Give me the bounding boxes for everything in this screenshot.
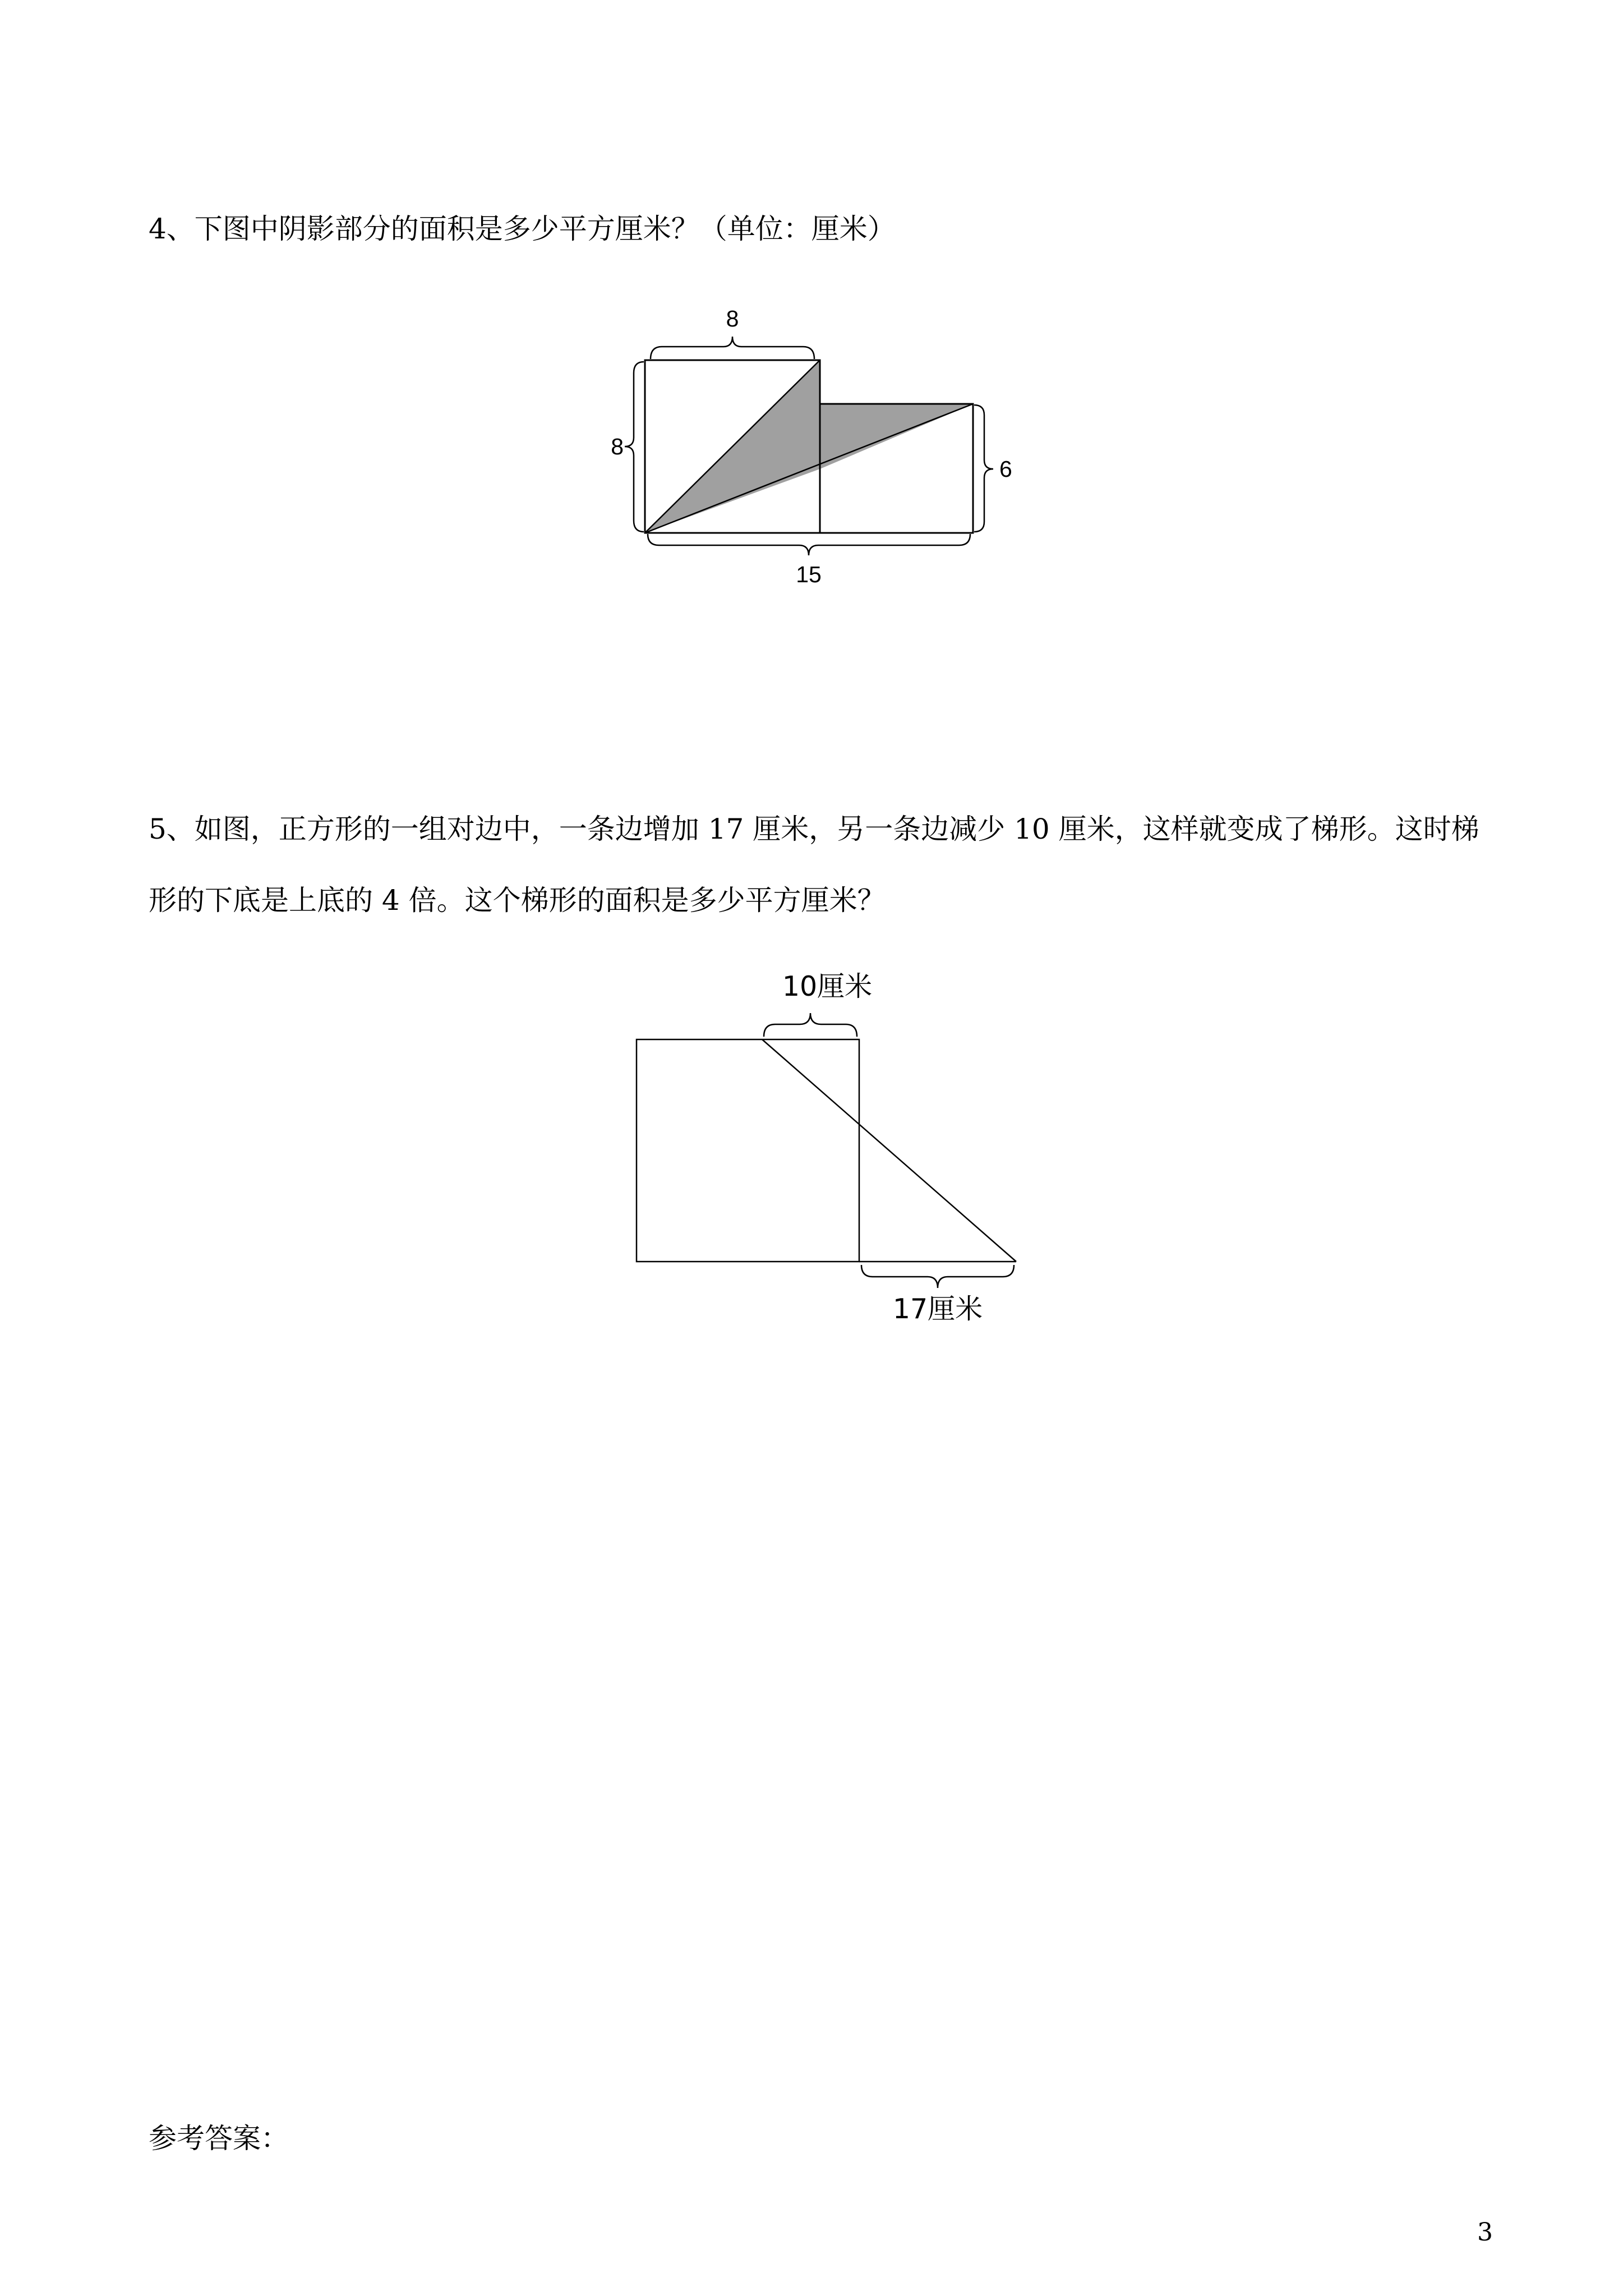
label-left-8: 8 [611, 434, 624, 459]
label-bottom-15: 15 [796, 562, 822, 587]
brace-bottom-q5 [861, 1265, 1014, 1288]
page-number: 3 [1477, 2218, 1493, 2247]
label-17cm: 17厘米 [892, 1293, 983, 1325]
trapezoid-slanted-side [762, 1039, 1016, 1262]
square-outline-q5 [637, 1039, 859, 1262]
question-5-text-line-1: 5、如图，正方形的一组对边中，一条边增加 17 厘米，另一条边减少 10 厘米，这样就变成了梯形。这时梯 [149, 813, 1479, 845]
label-10cm: 10厘米 [782, 970, 873, 1002]
answer-label: 参考答案： [149, 2122, 289, 2155]
question-4-text: 4、下图中阴影部分的面积是多少平方厘米？（单位：厘米） [149, 213, 896, 245]
question-5-text-line-2: 形的下底是上底的 4 倍。这个梯形的面积是多少平方厘米？ [149, 884, 886, 917]
label-top-8: 8 [726, 306, 739, 332]
label-right-6: 6 [999, 456, 1012, 482]
brace-top-q5 [764, 1013, 857, 1037]
